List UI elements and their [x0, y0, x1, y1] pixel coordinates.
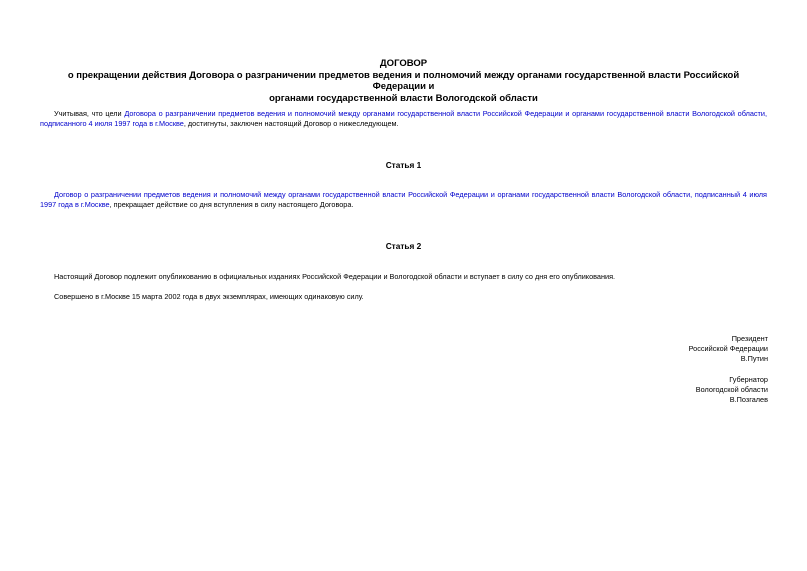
preamble-treaty-link[interactable]: Договора о разграничении предметов ведения и полномочий между органами государственной власти Российской Федерации и органами государственной власти Вологодской области, подписанного 4 июля 1997 года в г.Москве [40, 109, 767, 128]
president-title: Президент [731, 334, 768, 343]
preamble-lead: Учитывая, что цели [54, 109, 125, 118]
governor-title: Губернатор [729, 375, 768, 384]
governor-name: В.Позгалев [729, 395, 768, 404]
article-2-paragraph: Настоящий Договор подлежит опубликованию в официальных изданиях Российской Федерации и Вологодской области и вступает в силу со дня его опубликования. [54, 272, 616, 281]
document-title [40, 58, 767, 104]
article-1-tail: , прекращает действие со дня вступления в силу настоящего Договора. [109, 200, 354, 209]
president-name: В.Путин [740, 354, 768, 363]
article-1-heading: Статья 1 [385, 160, 422, 170]
title-line-2: о прекращении действия Договора о разграничении предметов ведения и полномочий между органами государственной власти Российской Федерации и [67, 69, 740, 92]
governor-org: Вологодской области [695, 385, 768, 394]
preamble-tail: , достигнуты, заключен настоящий Договор о нижеследующем. [183, 119, 399, 128]
closing-paragraph: Совершено в г.Москве 15 марта 2002 года в двух экземплярах, имеющих одинаковую силу. [54, 292, 364, 301]
signature-president [568, 334, 768, 364]
preamble-paragraph [40, 109, 767, 129]
article-1-paragraph [40, 190, 767, 210]
title-line-1: ДОГОВОР [379, 58, 428, 69]
article-2-heading: Статья 2 [385, 241, 422, 251]
title-line-3: органами государственной власти Вологодской области [269, 92, 538, 104]
signature-governor [568, 375, 768, 405]
article-1-treaty-link[interactable]: Договор о разграничении предметов ведения и полномочий между органами государственной власти Российской Федерации и органами государственной власти Вологодской области, подписанный 4 июля 1997 года в г.Москве [40, 190, 767, 209]
president-org: Российской Федерации [688, 344, 768, 353]
